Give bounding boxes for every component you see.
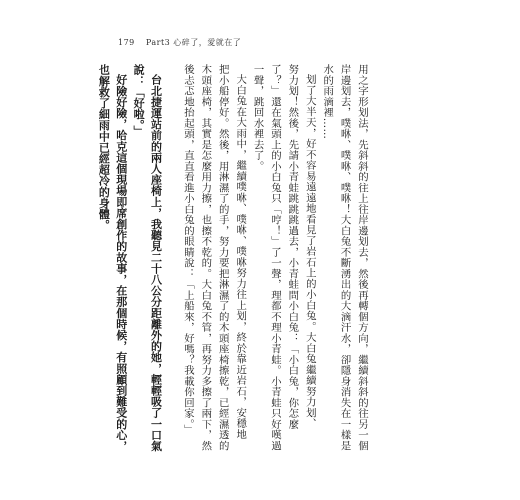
text-line: 努力划！然後，先請小青蛙跳跳跳過去，小青蛙問小白兔：「小白兔，你怎麼 <box>286 64 299 430</box>
text-line-bold: 說：「好啦。」 <box>132 64 146 137</box>
text-line: 了？」還在氣頭上的小白兔只「哼！」了一聲，理都不理小青蛙。小青蛙只好嘆過 <box>268 64 281 451</box>
paragraph-gap <box>165 64 179 464</box>
section-title: Part3 心碎了，愛就在了 <box>145 38 242 47</box>
text-line: 岸邊划去，噗咻、噗咻、噗咻！大白兔不斷湧出的大滴汗水，卻隱身消失在一樣是 <box>338 64 351 451</box>
text-line: 用之字形划法，先斜斜的往上往岸邊划去，然後再轉個方向，繼續斜斜的往另一個 <box>356 64 368 451</box>
body-text <box>95 64 370 464</box>
text-line: 木頭座椅，其實是怎麼用力擦，也擦不乾的。大白兔不管，再努力多擦了兩下，然 <box>199 64 212 451</box>
text-line-bold: 好險好險，哈克這個現場即席創作的故事，在那個時候，有照顧到難受的心， <box>114 74 128 452</box>
text-line: 把小船停好。然後，用淋濕了的手，努力要把淋濕了的木頭座椅擦乾，已經濕透的 <box>216 64 229 451</box>
text-line: 一聲，跳回水裡去了。 <box>251 64 264 172</box>
text-line: 划了大半天，好不容易遠遠地看見了岩石上的小白兔。大白兔繼續努力划、 <box>303 74 316 430</box>
page-number: 179 <box>118 38 135 47</box>
text-line-bold: 也解救了細雨中已經超冷的身體。 <box>97 64 111 231</box>
running-head <box>118 37 241 48</box>
text-line-bold: 台北捷運站前的兩人座椅上，我聽見二十八公分距離外的她，輕輕吸了一口氣 <box>149 74 163 452</box>
text-line: 後忐忑地抬起頭，直直看進小白兔的眼睛說：「上船來，好嗎？我載你回家。」 <box>181 64 194 436</box>
text-line: 水的雨滴裡…… <box>321 64 334 140</box>
text-line: 大白兔在大雨中，繼續噗咻、噗咻、噗咻努力往上划，終於靠近岩石，安穩地 <box>234 74 247 440</box>
